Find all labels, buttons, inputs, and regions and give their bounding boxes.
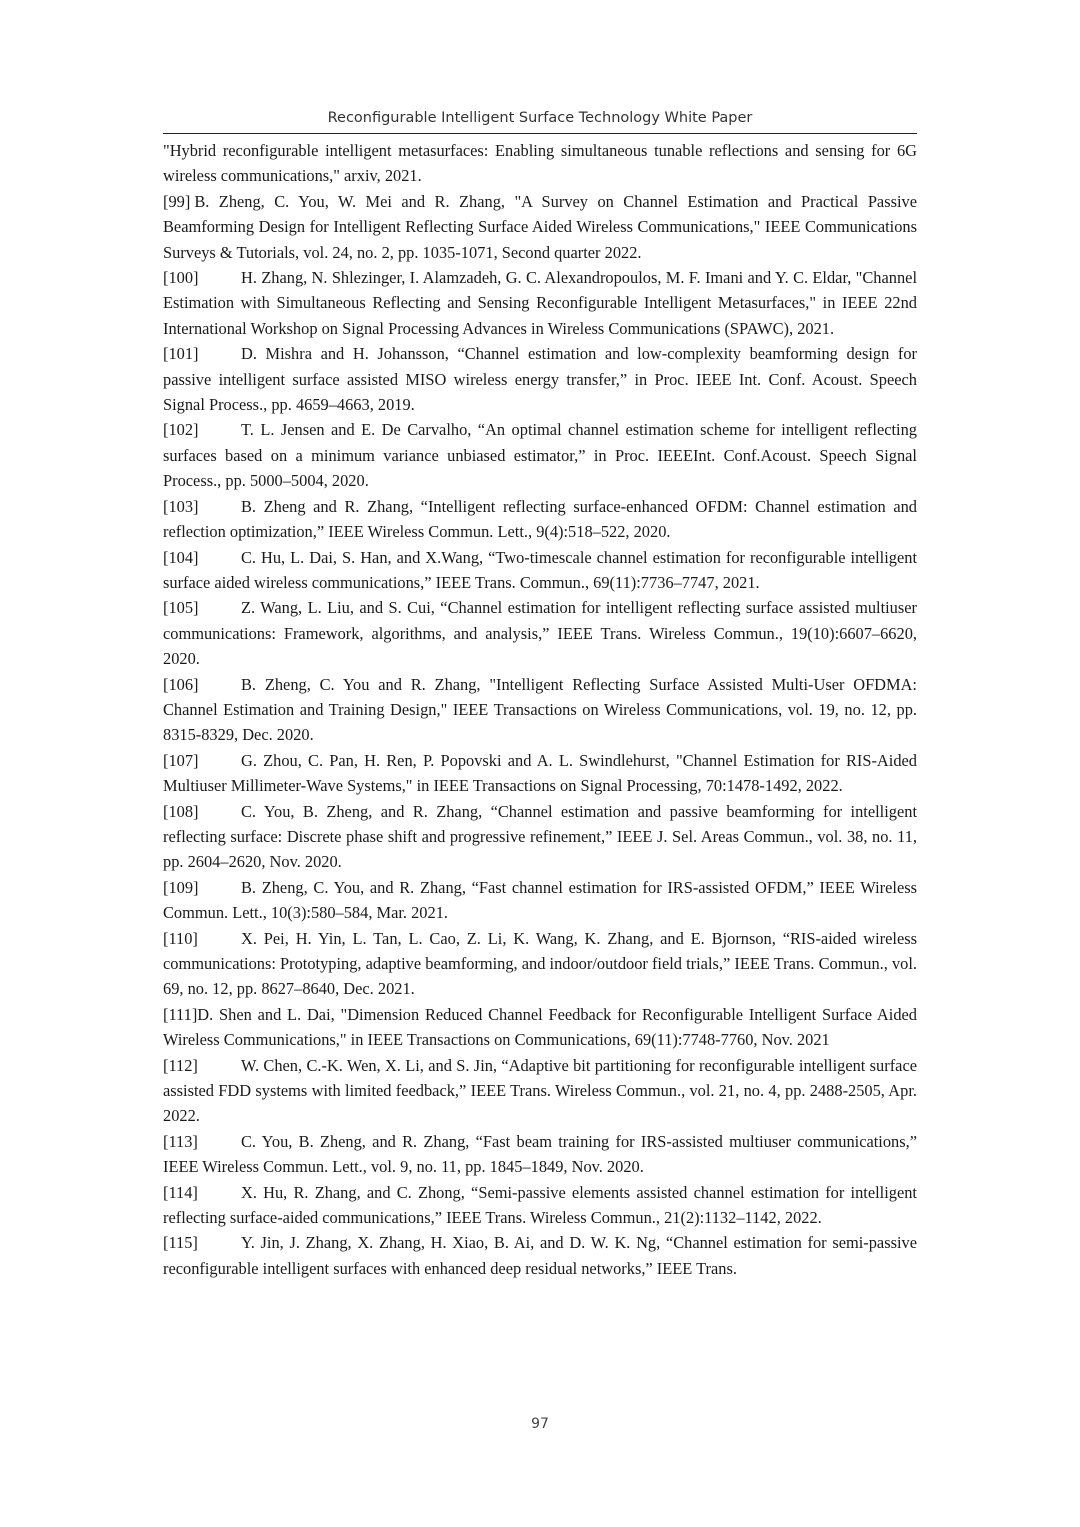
reference-text: D. Mishra and H. Johansson, “Channel estimation and low-complexity beamforming design for passive intelligent surface assisted MISO wireless energy transfer,” in Proc. IEEE Int. Conf. Acoust. Speech Signal Process., pp. 4659–4663, 2019. — [163, 344, 917, 415]
reference-item — [163, 1180, 917, 1231]
reference-number: [113] — [163, 1131, 198, 1151]
reference-text: Y. Jin, J. Zhang, X. Zhang, H. Xiao, B. Ai, and D. W. K. Ng, “Channel estimation for semi-passive reconfigurable intelligent surfaces with enhanced deep residual networks,” IEEE Trans. — [163, 1233, 917, 1278]
reference-item — [163, 1002, 917, 1053]
reference-number: [104] — [163, 547, 199, 567]
reference-text: B. Zheng, C. You and R. Zhang, "Intelligent Reflecting Surface Assisted Multi-User OFDMA: Channel Estimation and Training Design," IEEE Transactions on Wireless Communications, vol. 19, no. 12, pp. 8315-8329, Dec. 2020. — [163, 674, 917, 745]
reference-text: B. Zheng, C. You, and R. Zhang, “Fast channel estimation for IRS-assisted OFDM,” IEEE Wireless Commun. Lett., 10(3):580–584, Mar. 2021. — [163, 877, 917, 923]
reference-number: [105] — [163, 598, 199, 618]
reference-text: C. Hu, L. Dai, S. Han, and X.Wang, “Two-timescale channel estimation for reconfigurable intelligent surface aided wireless communications,” IEEE Trans. Commun., 69(11):7736–7747, 2021. — [163, 547, 917, 592]
reference-text: B. Zheng, C. You, W. Mei and R. Zhang, "A Survey on Channel Estimation and Practical Passive Beamforming Design for Intelligent Reflecting Surface Aided Wireless Communications," IEEE Communications Surveys & Tutorials, vol. 24, no. 2, pp. 1035-1071, Second quarter 2022. — [163, 191, 917, 262]
reference-item — [163, 1129, 917, 1180]
reference-item — [163, 189, 917, 265]
reference-text: Z. Wang, L. Liu, and S. Cui, “Channel estimation for intelligent reflecting surface assisted multiuser communications: Framework, algorithms, and analysis,” IEEE Trans. Wireless Commun., 19(10):6607–6620, 2020. — [163, 598, 917, 669]
reference-text: B. Zheng and R. Zhang, “Intelligent reflecting surface-enhanced OFDM: Channel estimation and reflection optimization,” IEEE Wireless Commun. Lett., 9(4):518–522, 2020. — [163, 496, 917, 542]
reference-text: T. L. Jensen and E. De Carvalho, “An optimal channel estimation scheme for intelligent reflecting surfaces based on a minimum variance unbiased estimator,” in Proc. IEEEInt. Conf.Acoust. Speech Signal Process., pp. 5000–5004, 2020. — [163, 420, 917, 491]
reference-text: H. Zhang, N. Shlezinger, I. Alamzadeh, G. C. Alexandropoulos, M. F. Imani and Y. C. Eldar, "Channel Estimation with Simultaneous Reflecting and Sensing Reconfigurable Intelligent Metasurfaces," in IEEE 22nd International Workshop on Signal Processing Advances in Wireless Communications (SPAWC), 2021. — [163, 268, 917, 338]
reference-number: [103] — [163, 496, 199, 516]
reference-item — [163, 265, 917, 341]
reference-number: [115] — [163, 1233, 198, 1253]
reference-number: [110] — [163, 928, 198, 948]
reference-number: [107] — [163, 750, 199, 770]
reference-number: [100] — [163, 268, 199, 288]
reference-item — [163, 672, 917, 748]
reference-item — [163, 875, 917, 926]
reference-item — [163, 748, 917, 799]
reference-number: [108] — [163, 801, 199, 821]
reference-text: D. Shen and L. Dai, "Dimension Reduced Channel Feedback for Reconfigurable Intelligent Surface Aided Wireless Communications," in IEEE Transactions on Communications, 69(11):7748-7760, Nov. 2021 — [163, 1004, 917, 1050]
reference-item — [163, 545, 917, 596]
reference-number: [111] — [163, 1004, 198, 1024]
reference-number: [114] — [163, 1182, 198, 1202]
reference-item — [163, 1230, 917, 1281]
reference-text: X. Pei, H. Yin, L. Tan, L. Cao, Z. Li, K. Wang, K. Zhang, and E. Bjornson, “RIS-aided wireless communications: Prototyping, adaptive beamforming, and indoor/outdoor field trials,” IEEE Trans. Commun., vol. 69, no. 12, pp. 8627–8640, Dec. 2021. — [163, 928, 917, 999]
page-number: 97 — [531, 1416, 549, 1432]
reference-item — [163, 341, 917, 417]
reference-item — [163, 926, 917, 1002]
reference-item — [163, 799, 917, 875]
header-rule — [163, 133, 917, 134]
reference-text: C. You, B. Zheng, and R. Zhang, “Channel estimation and passive beamforming for intelligent reflecting surface: Discrete phase shift and progressive refinement,” IEEE J. Sel. Areas Commun., vol. 38, no. 11, pp. 2604–2620, Nov. 2020. — [163, 801, 917, 872]
reference-item — [163, 1053, 917, 1129]
reference-item — [163, 138, 917, 189]
reference-item — [163, 494, 917, 545]
reference-text: W. Chen, C.-K. Wen, X. Li, and S. Jin, “Adaptive bit partitioning for reconfigurable intelligent surface assisted FDD systems with limited feedback,” IEEE Trans. Wireless Commun., vol. 21, no. 4, pp. 2488-2505, Apr. 2022. — [163, 1055, 917, 1126]
reference-item — [163, 595, 917, 671]
reference-number: [109] — [163, 877, 199, 897]
running-header: Reconfigurable Intelligent Surface Technology White Paper — [327, 110, 753, 126]
reference-text: X. Hu, R. Zhang, and C. Zhong, “Semi-passive elements assisted channel estimation for intelligent reflecting surface-aided communications,” IEEE Trans. Wireless Commun., 21(2):1132–1142, 2022. — [163, 1182, 917, 1228]
reference-number: [112] — [163, 1055, 198, 1075]
reference-number: [106] — [163, 674, 199, 694]
reference-list — [163, 138, 917, 1281]
reference-number: [101] — [163, 344, 199, 364]
reference-text: G. Zhou, C. Pan, H. Ren, P. Popovski and A. L. Swindlehurst, "Channel Estimation for RIS-Aided Multiuser Millimeter-Wave Systems," in IEEE Transactions on Signal Processing, 70:1478-1492, 2022. — [163, 750, 917, 796]
reference-number: [99] — [163, 191, 191, 211]
reference-number: [102] — [163, 420, 199, 440]
reference-text: "Hybrid reconfigurable intelligent metasurfaces: Enabling simultaneous tunable reflections and sensing for 6G wireless communications," arxiv, 2021. — [163, 141, 917, 186]
reference-item — [163, 417, 917, 493]
reference-text: C. You, B. Zheng, and R. Zhang, “Fast beam training for IRS-assisted multiuser communications,” IEEE Wireless Commun. Lett., vol. 9, no. 11, pp. 1845–1849, Nov. 2020. — [163, 1131, 917, 1177]
